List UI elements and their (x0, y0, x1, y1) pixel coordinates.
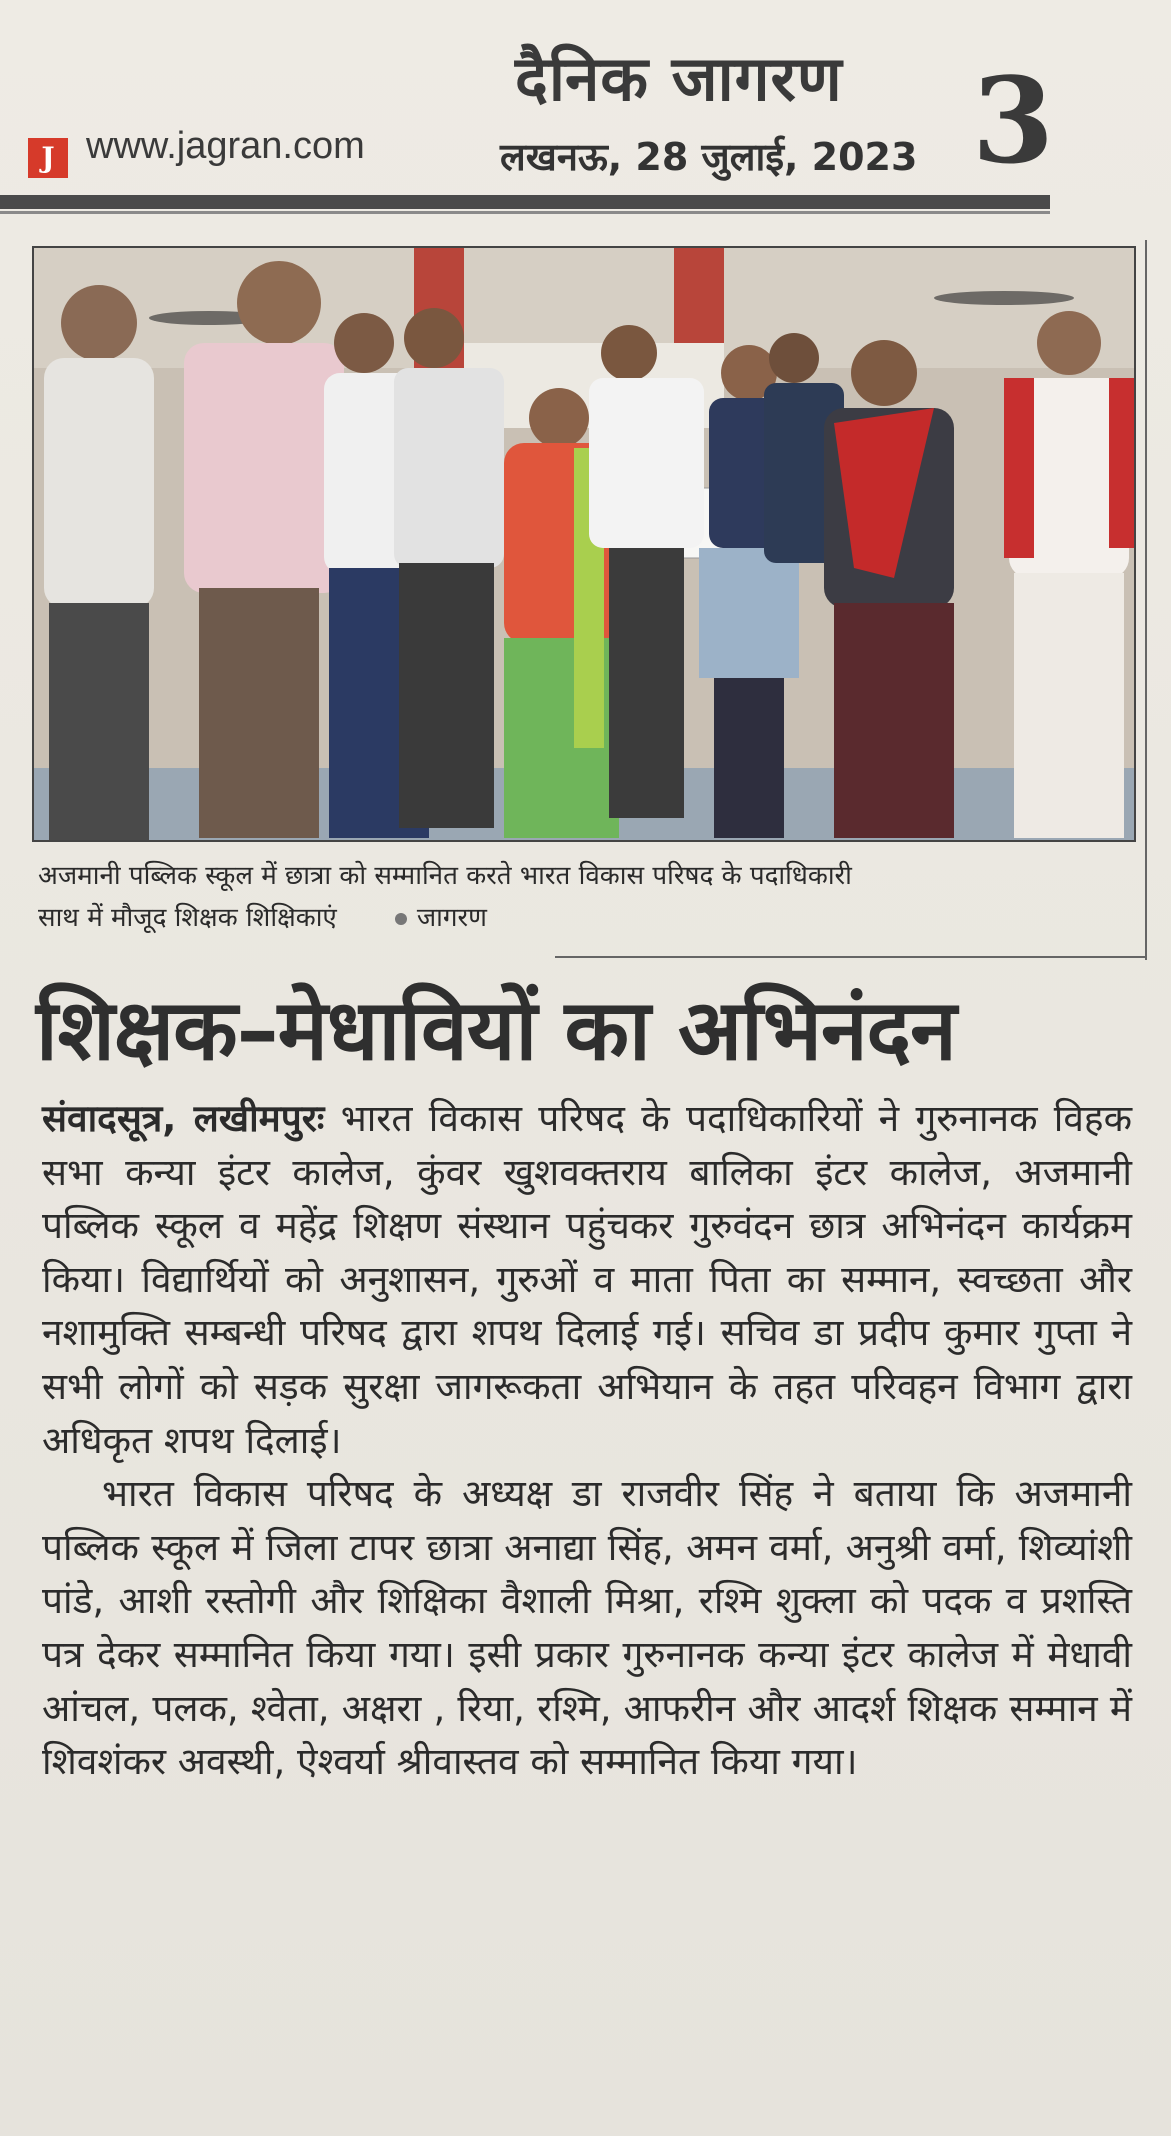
newspaper-brand: दैनिक जागरण (515, 42, 843, 115)
paragraph-1-text: भारत विकास परिषद के पदाधिकारियों ने गुरुनानक विहक सभा कन्या इंटर कालेज, कुंवर खुशवक्तराय बालिका इंटर कालेज, अजमानी पब्लिक स्कूल व महेंद्र शिक्षण संस्थान पहुंचकर गुरुवंदन छात्र अभिनंदन कार्यक्रम किया। विद्यार्थियों को अनुशासन, गुरुओं व माता पिता का सम्मान, स्वच्छता और नशामुक्ति सम्बन्धी परिषद द्वारा शपथ दिलाई गई। सचिव डा प्रदीप कुमार गुप्ता ने सभी लोगों को सड़क सुरक्षा जागरूकता अभियान के तहत परिवहन विभाग द्वारा अधिकृत शपथ दिलाई। (42, 1097, 1132, 1462)
article-byline: संवादसूत्र, लखीमपुरः (42, 1097, 325, 1140)
jagran-logo-icon: J (28, 138, 68, 178)
website-url: www.jagran.com (86, 125, 365, 167)
credit-bullet-icon (395, 913, 407, 925)
masthead (0, 0, 1171, 215)
photo-caption (38, 855, 1138, 939)
article-paragraph-2: भारत विकास परिषद के अध्यक्ष डा राजवीर सिंह ने बताया कि अजमानी पब्लिक स्कूल में जिला टापर छात्रा अनाद्या सिंह, अमन वर्मा, अनुश्री वर्मा, शिव्यांशी पांडे, आशी रस्तोगी और शिक्षिका वैशाली मिश्रा, रश्मि शुक्ला को पदक व प्रशस्ति पत्र देकर सम्मानित किया गया। इसी प्रकार गुरुनानक कन्या इंटर कालेज में मेधावी आंचल, पलक, श्वेता, अक्षरा , रिया, रश्मि, आफरीन और आदर्श शिक्षक सम्मान में शिवशंकर अवस्थी, ऐश्वर्या श्रीवास्तव को सम्मानित किया गया। (42, 1472, 1132, 1784)
article-body (42, 1092, 1132, 1789)
article-paragraph-1 (42, 1092, 1132, 1467)
article-headline: शिक्षक–मेधावियों का अभिनंदन (36, 981, 956, 1079)
award-ceremony-photo (34, 248, 1134, 840)
caption-box-bottom (555, 956, 1147, 958)
photo-credit (395, 903, 487, 933)
edition-dateline: लखनऊ, 28 जुलाई, 2023 (500, 135, 918, 179)
caption-line-1: अजमानी पब्लिक स्कूल में छात्रा को सम्मानित करते भारत विकास परिषद के पदाधिकारी (38, 861, 852, 891)
page-number: 3 (972, 51, 1055, 190)
caption-line-2-text: साथ में मौजूद शिक्षक शिक्षिकाएं (38, 903, 337, 933)
caption-line-2 (38, 897, 1138, 939)
caption-box-rule (1145, 240, 1147, 960)
news-photo (32, 246, 1136, 842)
photo-credit-text: जागरण (416, 903, 487, 933)
masthead-rule (0, 195, 1050, 209)
masthead-rule-thin (0, 211, 1050, 214)
